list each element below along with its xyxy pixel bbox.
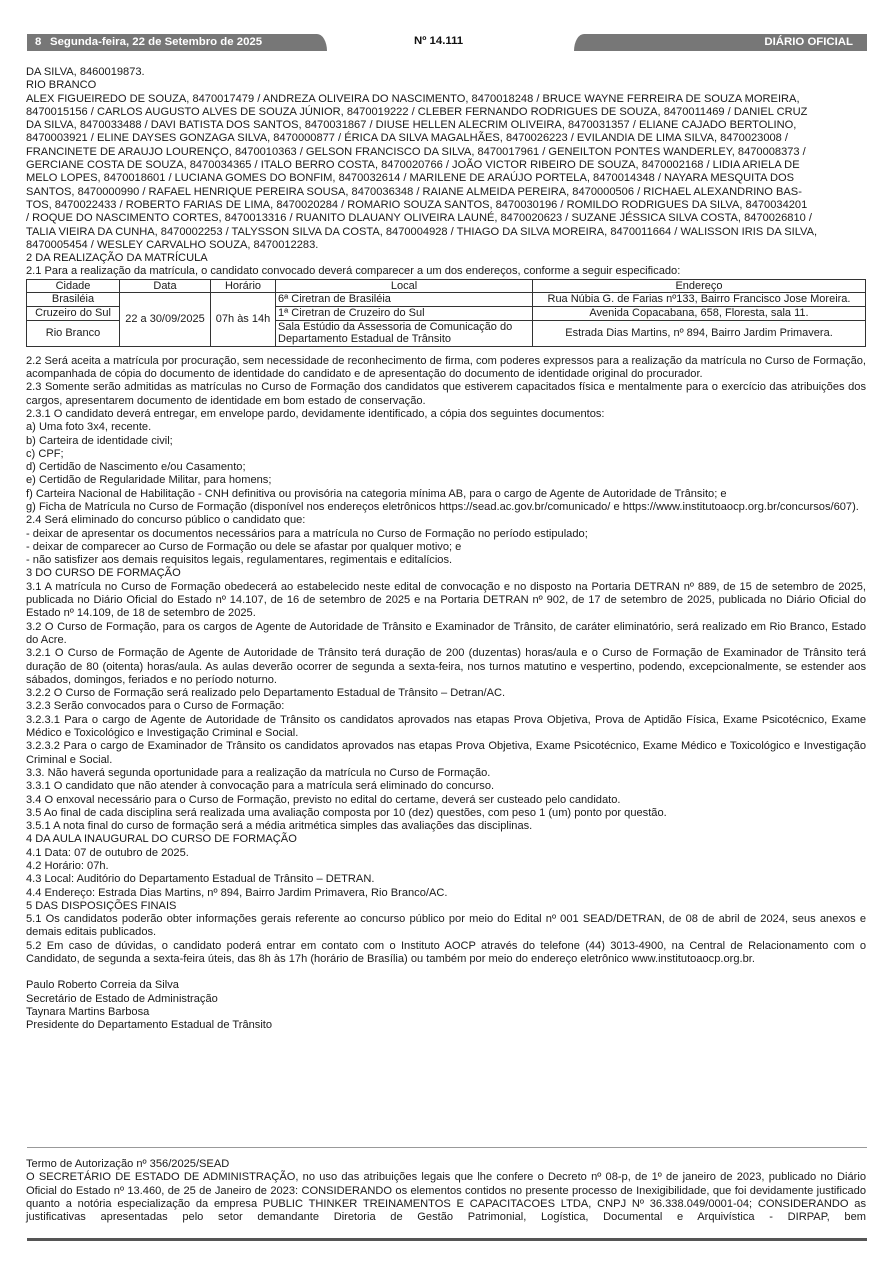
- section-title: 2 DA REALIZAÇÃO DA MATRÍCULA: [26, 252, 208, 265]
- paragraph: 2.1 Para a realização da matrícula, o candidato convocado deverá comparecer a um dos endereços, conforme a seguir especificado:: [26, 265, 681, 278]
- candidate-list-line: 8470015156 / CARLOS AUGUSTO ALVES DE SOUZA JÚNIOR, 8470019222 / CLEBER FERNANDO RODRIGUES DE SOUZA, 8470011469 / DANIEL CRUZ: [26, 105, 808, 118]
- paragraph: 4.1 Data: 07 de outubro de 2025.: [26, 846, 189, 859]
- signature-line: Presidente do Departamento Estadual de Trânsito: [26, 1019, 273, 1032]
- table-header-row: [27, 279, 866, 293]
- paragraph: 2.2 Será aceita a matrícula por procuração, sem necessidade de reconhecimento de firma, com poderes expressos para a realização da matrícula no Curso de Formação, acompanhada de cópia do documento de identidade do candidato e de apresentação do documento de identidade original do procurador.: [26, 354, 866, 381]
- cell-address: Rua Núbia G. de Farias nº133, Bairro Francisco Jose Moreira.: [533, 293, 866, 307]
- paragraph: c) CPF;: [26, 447, 64, 460]
- edital-body: [26, 355, 866, 967]
- candidate-list-line: SANTOS, 8470000990 / RAFAEL HENRIQUE PEREIRA SOUSA, 8470036348 / RAIANE ALMEIDA PEREIRA, 8470000506 / RICHAEL ALEXANDRINO BAS-: [26, 185, 802, 198]
- paragraph: 5.1 Os candidatos poderão obter informações gerais referente ao concurso público por meio do Edital nº 001 SEAD/DETRAN, de 08 de abril de 2024, seus anexos e demais editais publicados.: [26, 913, 866, 939]
- paragraph: g) Ficha de Matrícula no Curso de Formação (disponível nos endereços eletrônicos https://sead.ac.gov.br/comunicado/ e https://www.institutoaocp.org.br/concursos/607).: [26, 500, 859, 513]
- candidate-list-line: DA SILVA, 8470033488 / DAVI BATISTA DOS SANTOS, 8470031867 / DIUSE HELLEN ALECRIM OLIVEIRA, 8470031357 / ELIANE CAJADO BERTOLINO,: [26, 119, 797, 132]
- column-header: Endereço: [533, 279, 866, 293]
- page-header: [27, 34, 867, 51]
- paragraph: 3.5 Ao final de cada disciplina será realizada uma avaliação composta por 10 (dez) questões, com peso 1 (um) ponto por questão.: [26, 806, 667, 819]
- paragraph: - deixar de apresentar os documentos necessários para a matrícula no Curso de Formação no período estipulado;: [26, 527, 588, 540]
- locations-table: [26, 279, 866, 347]
- spacer: [26, 966, 866, 979]
- candidate-list-line: TALIA VIEIRA DA CUNHA, 8470002253 / TALYSSON SILVA DA COSTA, 8470004928 / THIAGO DA SILVA MOREIRA, 8470011664 / WALISSON IRIS DA SILVA,: [26, 225, 818, 238]
- paragraph: 3.2.3.2 Para o cargo de Examinador de Trânsito os candidatos aprovados nas etapas Prova Objetiva, Exame Psicotécnico, Exame Médico e Toxicológico e Investigação Criminal e Social.: [26, 740, 866, 766]
- paragraph: 3.3.1 O candidato que não atender à convocação para a matrícula será eliminado do concurso.: [26, 780, 495, 793]
- paragraph: 3 DO CURSO DE FORMAÇÃO: [26, 567, 181, 580]
- signature-line: Secretário de Estado de Administração: [26, 992, 218, 1005]
- column-header: Local: [276, 279, 533, 293]
- cell-city: Cruzeiro do Sul: [27, 306, 120, 320]
- paragraph: f) Carteira Nacional de Habilitação - CNH definitiva ou provisória na categoria mínima AB, para o cargo de Agente de Autoridade de Trânsito; e: [26, 487, 727, 500]
- cell-city: Brasiléia: [27, 293, 120, 307]
- cell-city: Rio Branco: [27, 320, 120, 346]
- cell-local: 1ª Ciretran de Cruzeiro do Sul: [276, 306, 533, 320]
- paragraph: e) Certidão de Regularidade Militar, para homens;: [26, 474, 272, 487]
- candidate-list-line: 8470003921 / ELINE DAYSES GONZAGA SILVA, 8470000877 / ÉRICA DA SILVA MAGALHÃES, 8470026223 / EVILANDIA DE LIMA SILVA, 8470023008 /: [26, 132, 789, 145]
- edition-number: Nº 14.111: [414, 35, 464, 47]
- cell-local: 6ª Ciretran de Brasiléia: [276, 293, 533, 307]
- paragraph: 5 DAS DISPOSIÇÕES FINAIS: [26, 899, 177, 912]
- termo-title: Termo de Autorização nº 356/2025/SEAD: [26, 1158, 230, 1170]
- candidate-list-line: FRANCINETE DE ARAUJO LOURENÇO, 8470010363 / GELSON FRANCISCO DA SILVA, 8470017961 / GENEILTON PONTES WANDERLEY, 8470008373 /: [26, 145, 806, 158]
- candidate-list-line: MELO LOPES, 8470018601 / LUCIANA GOMES DO BONFIM, 8470032614 / MARILENE DE ARAÚJO PORTELA, 8470014348 / NAYARA MESQUITA DOS: [26, 172, 795, 185]
- cell-date: 22 a 30/09/2025: [120, 293, 211, 346]
- paragraph: d) Certidão de Nascimento e/ou Casamento;: [26, 461, 246, 474]
- signature-block: [26, 979, 866, 1032]
- paragraph: 4 DA AULA INAUGURAL DO CURSO DE FORMAÇÃO: [26, 833, 297, 846]
- page-content: [26, 66, 866, 1033]
- candidate-list-line: TOS, 8470022433 / ROBERTO FARIAS DE LIMA, 8470020284 / ROMARIO SOUZA SANTOS, 8470030196 / ROMILDO RODRIGUES DA SILVA, 8470034201: [26, 198, 808, 211]
- page-number: 8: [35, 36, 42, 48]
- city-heading: RIO BRANCO: [26, 79, 97, 92]
- paragraph: a) Uma foto 3x4, recente.: [26, 421, 152, 434]
- table-row: [27, 293, 866, 307]
- paragraph: 3.2.2 O Curso de Formação será realizado pelo Departamento Estadual de Trânsito – Detran/AC.: [26, 687, 506, 700]
- paragraph: - não satisfizer aos demais requisitos legais, regulamentares, regimentais e editalícios.: [26, 554, 453, 567]
- candidate-list-line: 8470005454 / WESLEY CARVALHO SOUZA, 8470012283.: [26, 238, 319, 251]
- paragraph: 3.4 O enxoval necessário para o Curso de Formação, previsto no edital do certame, deverá ser custeado pelo candidato.: [26, 793, 621, 806]
- cell-address: Estrada Dias Martins, nº 894, Bairro Jardim Primavera.: [533, 320, 866, 346]
- cell-time: 07h às 14h: [211, 293, 276, 346]
- paragraph: b) Carteira de identidade civil;: [26, 434, 173, 447]
- paragraph: 3.1 A matrícula no Curso de Formação obedecerá ao estabelecido neste edital de convocação e no disposto na Portaria DETRAN nº 889, de 15 de setembro de 2025, publicada no Diário Oficial do Estado nº 14.107, de 16 de setembro de 2025 e na Portaria DETRAN nº 902, de 17 de setembro de 2025, publicada no Diário Oficial do Estado nº 14.109, de 18 de setembro de 2025.: [26, 580, 866, 620]
- paragraph: 3.2.3.1 Para o cargo de Agente de Autoridade de Trânsito os candidatos aprovados nas etapas Prova Objetiva, Prova de Aptidão Física, Exame Psicotécnico, Exame Médico e Toxicológico e Investigação Criminal e Social.: [26, 713, 866, 740]
- termo-section: [26, 1158, 866, 1224]
- paragraph: - deixar de comparecer ao Curso de Formação ou dele se afastar por qualquer motivo; e: [26, 540, 462, 553]
- cell-address: Avenida Copacabana, 658, Floresta, sala 11.: [533, 306, 866, 320]
- publication-title: DIÁRIO OFICIAL: [764, 36, 853, 48]
- paragraph: 5.2 Em caso de dúvidas, o candidato poderá entrar em contato com o Instituto AOCP através do telefone (44) 3013-4900, na Central de Relacionamento com o Candidato, de segunda a sexta-feira úteis, das 8h às 17h (horário de Brasília) ou também por meio do endereço eletrônico www.institutoaocp.org.br.: [26, 939, 866, 966]
- paragraph: 2.3.1 O candidato deverá entregar, em envelope pardo, devidamente identificado, a cópia dos seguintes documentos:: [26, 407, 605, 420]
- candidate-list: [26, 93, 866, 253]
- candidate-list-line: ALEX FIGUEIREDO DE SOUZA, 8470017479 / ANDREZA OLIVEIRA DO NASCIMENTO, 8470018248 / BRUCE WAYNE FERREIRA DE SOUZA MOREIRA,: [26, 92, 800, 105]
- paragraph: 4.3 Local: Auditório do Departamento Estadual de Trânsito – DETRAN.: [26, 873, 375, 886]
- signature-line: Taynara Martins Barbosa: [26, 1005, 150, 1018]
- paragraph: 2.4 Será eliminado do concurso público o candidato que:: [26, 514, 306, 527]
- candidate-list-line: / ROQUE DO NASCIMENTO CORTES, 8470013316 / RUANITO DLAUANY OLIVEIRA LAUNÉ, 8470020623 / SUZANE JÉSSICA SILVA COSTA, 8470026810 /: [26, 212, 812, 225]
- paragraph: 3.2.3 Serão convocados para o Curso de Formação:: [26, 700, 285, 713]
- termo-text: O SECRETÁRIO DE ESTADO DE ADMINISTRAÇÃO, no uso das atribuições legais que lhe confere o Decreto nº 08-p, de 1º de janeiro de 2023, publicado no Diário Oficial do Estado nº 13.460, de 25 de Janeiro de 2023: CONSIDERANDO os elementos contidos no presente processo de Inexigibilidade, que foi devidamente justificado quanto a notória especialização da empresa PUBLIC THINKER TREINAMENTOS E CAPACITACOES LTDA, CNPJ Nº 36.338.049/0001-04; CONSIDERANDO as justificativas apresentadas pelo setor demandante Diretoria de Gestão Patrimonial, Logística, Documental e Arquivística - DIRPAP, bem: [26, 1171, 866, 1224]
- cell-local: Sala Estúdio da Assessoria de Comunicação do Departamento Estadual de Trânsito: [276, 320, 533, 346]
- paragraph: 3.5.1 A nota final do curso de formação será a média aritmética simples das avaliações das disciplinas.: [26, 820, 533, 833]
- section-divider: [27, 1147, 867, 1148]
- candidate-list-line: GERCIANE COSTA DE SOUZA, 8470034365 / ITALO BERRO COSTA, 8470020766 / JOÃO VICTOR RIBEIRO DE SOUZA, 8470002168 / LIDIA ARIELA DE: [26, 159, 800, 172]
- paragraph: 3.2 O Curso de Formação, para os cargos de Agente de Autoridade de Trânsito e Examinador de Trânsito, de caráter eliminatório, será realizado em Rio Branco, Estado do Acre.: [26, 620, 866, 646]
- paragraph: 4.2 Horário: 07h.: [26, 860, 109, 872]
- intro-line: DA SILVA, 8460019873.: [26, 66, 145, 78]
- page-bottom-rule: [27, 1238, 867, 1241]
- header-date: Segunda-feira, 22 de Setembro de 2025: [50, 36, 263, 48]
- paragraph: 2.3 Somente serão admitidas as matrículas no Curso de Formação dos candidatos que estiverem capacitados física e mentalmente para o exercício das atribuições dos cargos, apresentarem documento de identidade em bom estado de conservação.: [26, 381, 866, 407]
- column-header: Horário: [211, 279, 276, 293]
- column-header: Data: [120, 279, 211, 293]
- signature-line: Paulo Roberto Correia da Silva: [26, 979, 179, 992]
- paragraph: 3.2.1 O Curso de Formação de Agente de Autoridade de Trânsito terá duração de 200 (duzentas) horas/aula e o Curso de Formação de Examinador de Trânsito terá duração de 80 (oitenta) horas/aula. As aulas deverão ocorrer de segunda a sexta-feira, nos turnos matutino e vespertino, podendo, excepcionalmente, se estender aos sábados, domingos, feriados e no período noturno.: [26, 647, 866, 686]
- column-header: Cidade: [27, 279, 120, 293]
- paragraph: 4.4 Endereço: Estrada Dias Martins, nº 894, Bairro Jardim Primavera, Rio Branco/AC.: [26, 886, 448, 899]
- paragraph: 3.3. Não haverá segunda oportunidade para a realização da matrícula no Curso de Formação.: [26, 766, 491, 779]
